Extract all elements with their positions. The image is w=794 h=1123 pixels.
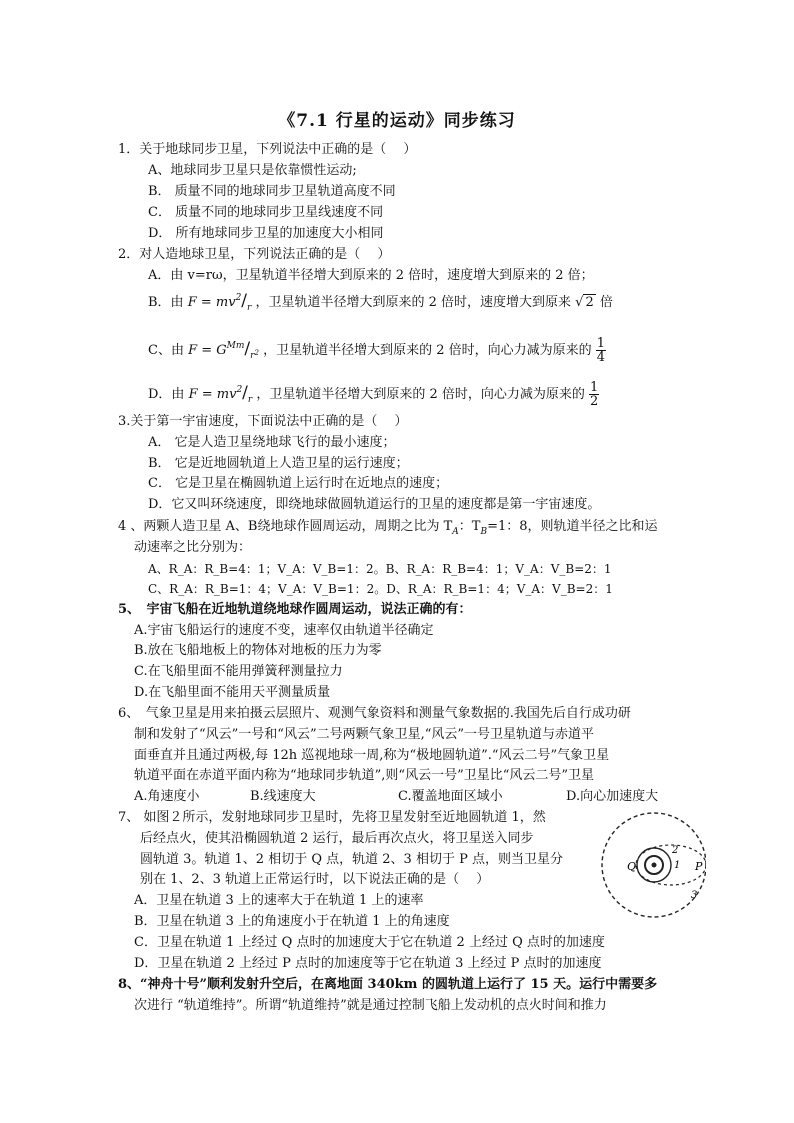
q3-option-a: A． 它是人造卫星绕地球飞行的最小速度； [148, 435, 396, 450]
label-q: Q [627, 860, 637, 873]
q3-option-b: B． 它是近地圆轨道上人造卫星的运行速度； [148, 456, 409, 471]
q6-line-2: 制和发射了“风云”一号和“风云”二号两颗气象卫星,“风云”一号卫星轨道与赤道平 [134, 727, 595, 742]
q3-option-d: D．它又叫环绕速度，即绕地球做圆轨道运行的卫星的速度都是第一宇宙速度。 [148, 497, 601, 512]
fraction-one-half: $\frac{1}{2}$ [590, 380, 599, 409]
q5-option-c: C.在飞船里面不能用弹簧秤测量拉力 [134, 664, 343, 679]
q5-stem: 5、 宇宙飞船在近地轨道绕地球作圆周运动，说法正确的有： [118, 602, 472, 617]
q6-line-3: 面垂直并且通过两极,每 12h 巡视地球一周,称为“极地圆轨道”.“风云二号”气象卫星 [134, 748, 610, 763]
q3-option-c: C． 它是卫星在椭圆轨道上运行时在近地点的速度； [148, 476, 449, 491]
q2-option-c: C、由 $F = G^{Mm}/_r2$ ，卫星轨道半径增大到原来的 2 倍时，向心力减为原来的 $\frac{1}{4}$ [148, 336, 606, 365]
label-3: 3 [691, 890, 698, 901]
label-1: 1 [674, 860, 681, 871]
q3-stem: 3.关于第一宇宙速度，下面说法中正确的是（ ） [118, 414, 408, 429]
q7-line-3: 圆轨道 3。轨道 1、2 相切于 Q 点，轨道 2、3 相切于 P 点，则当卫星分 [140, 852, 563, 867]
q6-option-c: C.覆盖地面区域小 [398, 789, 503, 804]
q4-options-ab: A、R_A：R_B=4：1；V_A：V_B=1：2。B、R_A：R_B=4：1；V_A：V_B=2：1 [148, 562, 612, 576]
q1-option-c: C． 质量不同的地球同步卫星线速度不同 [148, 205, 384, 220]
sqrt-symbol: √ 2 [575, 295, 594, 310]
q4-stem-line-1: 4 、两颗人造卫星 A、B绕地球作圆周运动，周期之比为 $T_A$：$T_B=1$：8，则轨道半径之比和运 [118, 519, 658, 537]
q2-option-b: B．由 $F = mv^2/_r$ ，卫星轨道半径增大到原来的 2 倍时，速度增大到原来 √ 2 倍 [148, 291, 613, 313]
q8-line-1: 8、“神舟十号”顺利发射升空后，在离地面 340km 的圆轨道上运行了 15 天。运行中需要多 [118, 977, 658, 992]
q4-stem-line-2: 动速率之比分别为： [134, 540, 252, 555]
q7-line-4: 别在 1、2、3 轨道上正常运行时，以下说法正确的是（ ） [140, 872, 490, 887]
page-title: 《7.1 行星的运动》同步练习 [278, 111, 516, 131]
q7-line-2: 后经点火，使其沿椭圆轨道 2 运行，最后再次点火，将卫星送入同步 [140, 831, 534, 846]
q6-option-a: A.角速度小 [134, 789, 200, 804]
q1-option-a: A、地球同步卫星只是依靠惯性运动; [148, 163, 357, 178]
q4-options-cd: C、R_A：R_B=1：4；V_A：V_B=1：2。D、R_A：R_B=1：4；V_A：V_B=2：1 [148, 582, 613, 596]
q1-option-d: D． 所有地球同步卫星的加速度大小相同 [148, 226, 384, 241]
q7-option-b: B．卫星在轨道 3 上的角速度小于在轨道 1 上的角速度 [134, 914, 450, 929]
q1-option-b: B． 质量不同的地球同步卫星轨道高度不同 [148, 184, 396, 199]
orbit-diagram [584, 808, 706, 918]
q2-option-d: D．由 $F = mv^2/_r$ ，卫星轨道半径增大到原来的 2 倍时，向心力减为原来的 $\frac{1}{2}$ [148, 380, 599, 409]
label-2: 2 [672, 845, 679, 856]
q6-option-d: D.向心加速度大 [566, 789, 659, 804]
q7-option-d: D．卫星在轨道 2 上经过 P 点时的加速度等于它在轨道 3 上经过 P 点时的加速度 [134, 956, 602, 971]
q2-stem: 2．对人造地球卫星，下列说法正确的是（ ） [118, 247, 391, 262]
q1-stem: 1．关于地球同步卫星，下列说法中正确的是（ ） [118, 142, 417, 157]
q5-option-a: A.宇宙飞船运行的速度不变，速率仅由轨道半径确定 [134, 623, 434, 638]
q6-option-b: B.线速度大 [250, 789, 316, 804]
q7-line-1: 7、 如图２所示，发射地球同步卫星时，先将卫星发射至近地圆轨道 1，然 [118, 810, 546, 825]
label-p: P [695, 860, 703, 873]
q5-option-d: D.在飞船里面不能用天平测量质量 [134, 685, 331, 700]
earth-center-dot [652, 863, 657, 868]
q6-line-1: 6、 气象卫星是用来拍摄云层照片、观测气象资料和测量气象数据的.我国先后自行成功研 [118, 706, 631, 721]
q8-line-2: 次进行 “轨道维持”。所谓“轨道维持”就是通过控制飞船上发动机的点火时间和推力 [134, 998, 607, 1013]
q6-line-4: 轨道平面在赤道平面内称为“地球同步轨道”,则“风云一号”卫星比“风云二号”卫星 [134, 768, 595, 783]
q7-option-c: C．卫星在轨道 1 上经过 Q 点时的加速度大于它在轨道 2 上经过 Q 点时的加速度 [134, 935, 605, 950]
q7-option-a: A．卫星在轨道 3 上的速率大于在轨道 1 上的速率 [134, 893, 424, 908]
fraction-one-quarter: $\frac{1}{4}$ [596, 336, 606, 365]
q5-option-b: B.放在飞船地板上的物体对地板的压力为零 [134, 643, 382, 658]
q2-option-a: A．由 v=rω，卫星轨道半径增大到原来的 2 倍时，速度增大到原来的 2 倍； [148, 268, 594, 283]
